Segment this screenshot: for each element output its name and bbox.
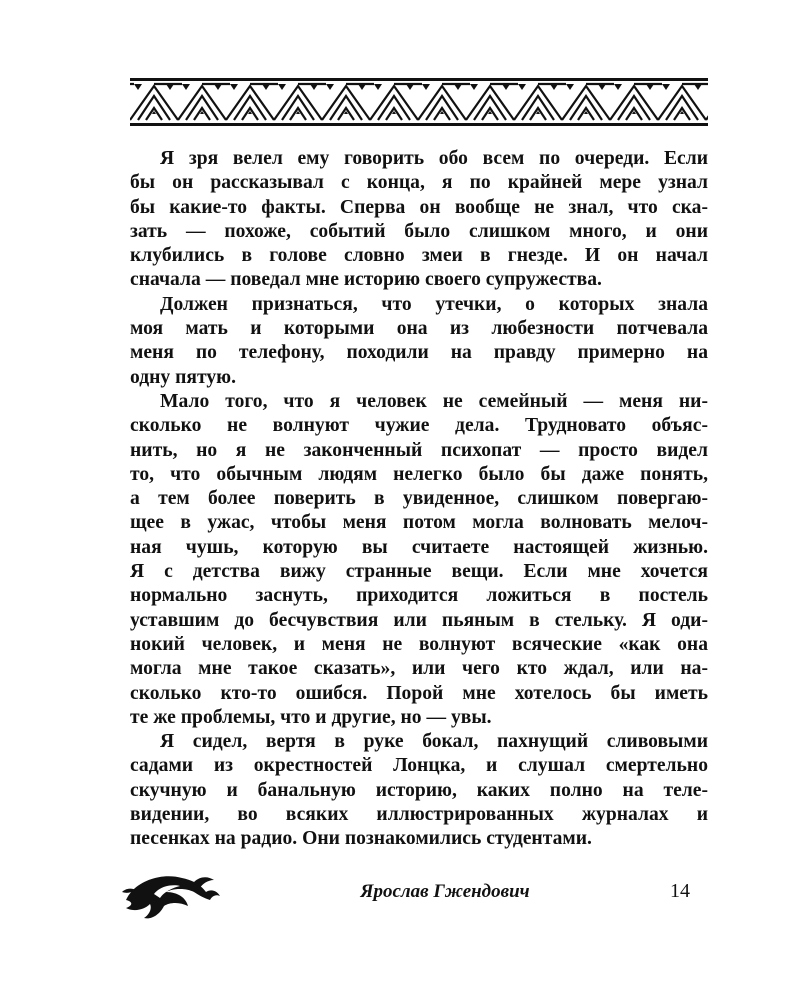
text-line: ная чушь, которую вы считаете настоящей жизнью. — [130, 536, 708, 558]
text-line: сколько не волнуют чужие дела. Трудновато объяс- — [130, 415, 708, 437]
text-line: моя мать и которыми она из любезности потчевала — [130, 318, 708, 340]
text-line: меня по телефону, походили на правду примерно на — [130, 342, 708, 364]
dragon-icon — [120, 862, 224, 922]
text-line: Должен признаться, что утечки, о которых знала — [160, 293, 708, 315]
text-line: скучную и банальную историю, каких полно на теле- — [130, 779, 708, 801]
text-line: те же проблемы, что и другие, но — увы. — [130, 706, 492, 728]
ornamental-border-icon — [130, 76, 708, 128]
text-line: нокий человек, и меня не волнуют всяческие «как она — [130, 633, 708, 655]
paragraph — [130, 390, 708, 730]
paragraph — [130, 293, 708, 390]
text-line: нормально заснуть, приходится ложиться в постель — [130, 585, 708, 607]
text-line: Я зря велел ему говорить обо всем по очереди. Если — [160, 148, 708, 169]
text-line: то, что обычным людям нелегко было бы даже понять, — [130, 463, 708, 485]
text-line: а тем более поверить в увиденное, слишком повергаю- — [130, 488, 708, 510]
text-line: садами из окрестностей Лонцка, и слушал смертельно — [130, 755, 708, 777]
text-line: Я сидел, вертя в руке бокал, пахнущий сливовыми — [160, 731, 708, 753]
text-line: Я с детства вижу странные вещи. Если мне хочется — [130, 561, 708, 583]
text-line: бы какие-то факты. Сперва он вообще не знал, что ска- — [130, 196, 708, 218]
text-line: зать — похоже, событий было слишком много, и они — [130, 220, 708, 242]
text-line: могла мне такое сказать», или чего кто ждал, или на- — [130, 658, 708, 680]
page-body — [130, 147, 708, 852]
footer-author: Ярослав Гжендович — [360, 881, 530, 902]
text-line: нить, но я не законченный психопат — просто видел — [130, 439, 708, 461]
text-line: уставшим до бесчувствия или пьяным в стельку. Я оди- — [130, 609, 708, 631]
text-line: видении, во всяких иллюстрированных журналах и — [130, 804, 708, 826]
paragraph — [130, 730, 708, 851]
text-line: сколько кто-то ошибся. Порой мне хотелось бы иметь — [130, 682, 708, 704]
text-line: Мало того, что я человек не семейный — меня ни- — [160, 390, 708, 412]
text-line: щее в ужас, чтобы меня потом могла волновать мелоч- — [130, 512, 708, 534]
text-line: бы он рассказывал с конца, я по крайней мере узнал — [130, 172, 708, 194]
text-line: одну пятую. — [130, 366, 237, 388]
text-line: клубились в голове словно змеи в гнезде. И он начал — [130, 245, 708, 267]
text-line: песенках на радио. Они познакомились студентами. — [130, 828, 592, 850]
paragraph — [130, 147, 708, 293]
page-number: 14 — [670, 880, 690, 902]
text-line: сначала — поведал мне историю своего супружества. — [130, 269, 602, 291]
